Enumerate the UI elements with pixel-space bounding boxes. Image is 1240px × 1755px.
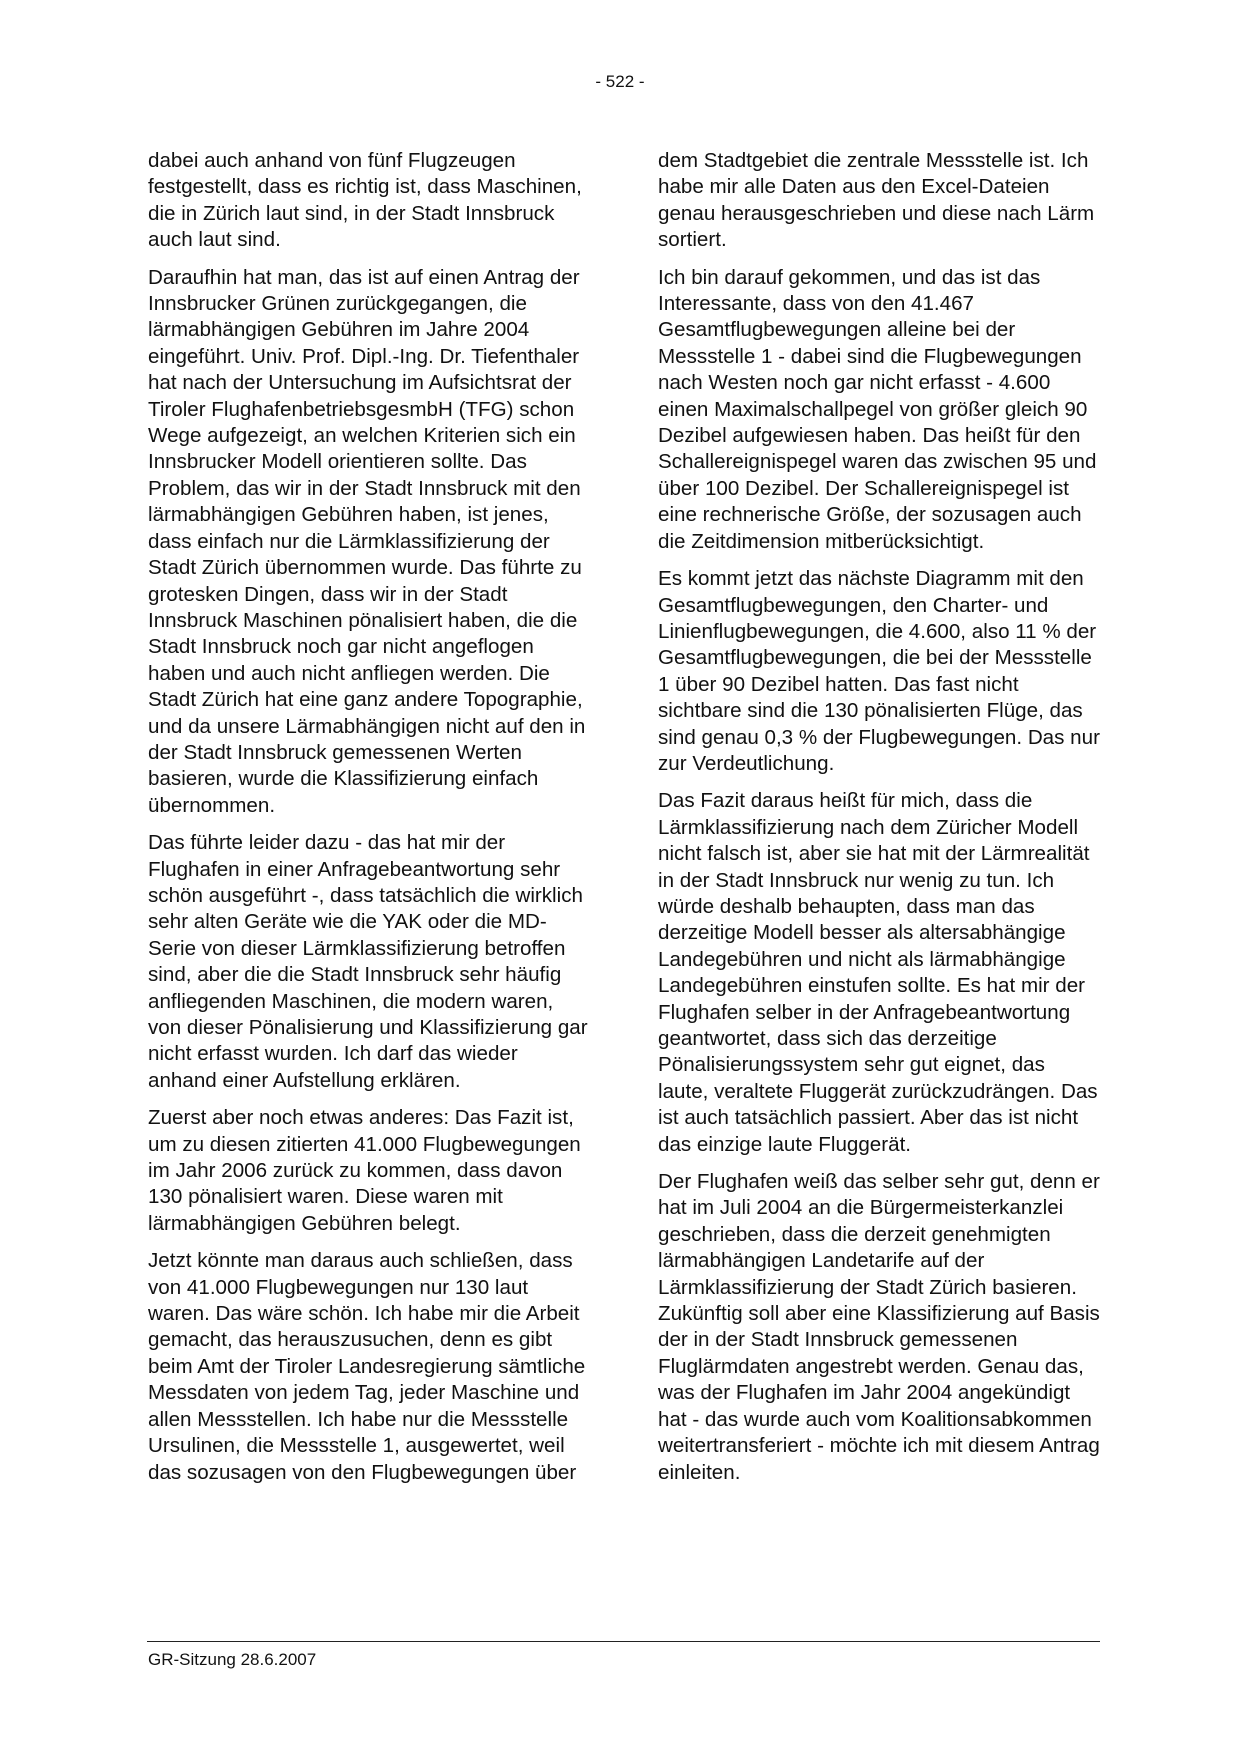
paragraph: Jetzt könnte man daraus auch schließen, dass von 41.000 Flugbewegungen nur 130 laut waren. Das wäre schön. Ich habe mir die Arbeit gemacht, das herauszusuchen, denn es gibt beim Amt der Tiroler Landesregierung sämtliche Messdaten von jedem Tag, jeder Maschine und allen Messstellen. Ich habe nur die Messstelle Ursulinen, die Messstelle 1, ausgewertet, weil das sozusagen von den Flugbewegungen über [148, 1249, 586, 1484]
footer-session-date: GR-Sitzung 28.6.2007 [148, 1650, 317, 1669]
left-text-column [148, 148, 588, 1497]
right-text-column [658, 148, 1100, 1497]
paragraph: Das führte leider dazu - das hat mir der Flughafen in einer Anfragebeantwortung sehr schön ausgeführt -, dass tatsächlich die wirklich sehr alten Geräte wie die YAK oder die MD-Serie von dieser Lärmklassifizierung betroffen sind, aber die die Stadt Innsbruck sehr häufig anfliegenden Maschinen, die modern waren, von dieser Pönalisierung und Klassifizierung gar nicht erfasst wurden. Ich darf das wieder anhand einer Aufstellung erklären. [148, 831, 588, 1092]
paragraph: dabei auch anhand von fünf Flugzeugen festgestellt, dass es richtig ist, dass Maschinen, die in Zürich laut sind, in der Stadt Innsbruck auch laut sind. [148, 149, 582, 252]
paragraph: dem Stadtgebiet die zentrale Messstelle ist. Ich habe mir alle Daten aus den Excel-Dateien genau herausgeschrieben und diese nach Lärm sortiert. [658, 149, 1095, 252]
paragraph: Das Fazit daraus heißt für mich, dass die Lärmklassifizierung nach dem Züricher Modell nicht falsch ist, aber sie hat mit der Lärmrealität in der Stadt Innsbruck nur wenig zu tun. Ich würde deshalb behaupten, dass man das derzeitige Modell besser als altersabhängige Landegebühren und nicht als lärmabhängige Landegebühren einstufen sollte. Es hat mir der Flughafen selber in der Anfragebeantwortung geantwortet, dass sich das derzeitige Pönalisierungssystem sehr gut eignet, das laute, veraltete Fluggerät zurückzudrängen. Das ist auch tatsächlich passiert. Aber das ist nicht das einzige laute Fluggerät. [658, 789, 1098, 1156]
paragraph: Ich bin darauf gekommen, und das ist das Interessante, dass von den 41.467 Gesamtflugbewegungen alleine bei der Messstelle 1 - dabei sind die Flugbewegungen nach Westen noch gar nicht erfasst - 4.600 einen Maximalschallpegel von größer gleich 90 Dezibel aufgewiesen haben. Das heißt für den Schallereignispegel waren das zwischen 95 und über 100 Dezibel. Der Schallereignispegel ist eine rechnerische Größe, der sozusagen auch die Zeitdimension mitberücksichtigt. [658, 265, 1097, 553]
paragraph: Der Flughafen weiß das selber sehr gut, denn er hat im Juli 2004 an die Bürgermeisterkanzlei geschrieben, dass die derzeit genehmigten lärmabhängigen Landetarife auf der Lärmklassifizierung der Stadt Zürich basieren. Zukünftig soll aber eine Klassifizierung auf Basis der in der Stadt Innsbruck gemessenen Fluglärmdaten angestrebt werden. Genau das, was der Flughafen im Jahr 2004 angekündigt hat - das wurde auch vom Koalitionsabkommen weitertransferiert - möchte ich mit diesem Antrag einleiten. [658, 1170, 1100, 1484]
paragraph: Daraufhin hat man, das ist auf einen Antrag der Innsbrucker Grünen zurückgegangen, die lärmabhängigen Gebühren im Jahre 2004 eingeführt. Univ. Prof. Dipl.-Ing. Dr. Tiefenthaler hat nach der Untersuchung im Aufsichtsrat der Tiroler FlughafenbetriebsgesmbH (TFG) schon Wege aufgezeigt, an welchen Kriterien sich ein Innsbrucker Modell orientieren sollte. Das Problem, das wir in der Stadt Innsbruck mit den lärmabhängigen Gebühren haben, ist jenes, dass einfach nur die Lärmklassifizierung der Stadt Zürich übernommen wurde. Das führte zu grotesken Dingen, dass wir in der Stadt Innsbruck Maschinen pönalisiert haben, die die Stadt Innsbruck noch gar nicht angeflogen haben und auch nicht anfliegen werden. Die Stadt Zürich hat eine ganz andere Topographie, und da unsere Lärmabhängigen nicht auf den in der Stadt Innsbruck gemessenen Werten basieren, wurde die Klassifizierung einfach übernommen. [148, 265, 586, 817]
paragraph: Es kommt jetzt das nächste Diagramm mit den Gesamtflugbewegungen, den Charter- und Linienflugbewegungen, die 4.600, also 11 % der Gesamtflugbewegungen, die bei der Messstelle 1 über 90 Dezibel hatten. Das fast nicht sichtbare sind die 130 pönalisierten Flüge, das sind genau 0,3 % der Flugbewegungen. Das nur zur Verdeutlichung. [658, 567, 1100, 775]
page-number: - 522 - [595, 72, 645, 91]
footer-divider [147, 1641, 1100, 1642]
paragraph: Zuerst aber noch etwas anderes: Das Fazit ist, um zu diesen zitierten 41.000 Flugbewegungen im Jahr 2006 zurück zu kommen, dass davon 130 pönalisiert waren. Diese waren mit lärmabhängigen Gebühren belegt. [148, 1106, 581, 1235]
